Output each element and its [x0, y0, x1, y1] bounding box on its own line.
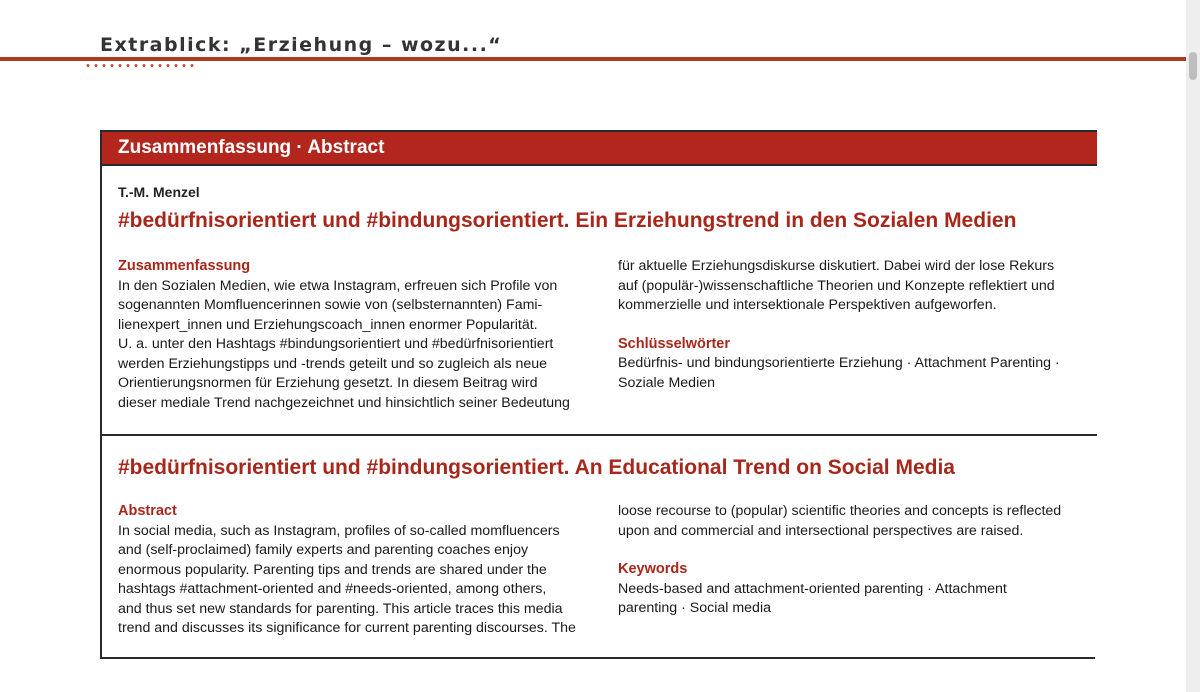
scrollbar-thumb[interactable]	[1189, 52, 1197, 80]
german-summary-column-right	[618, 257, 1088, 393]
german-summary-line: lienexpert_innen und Erziehungscoach_innen enormer Popularität.	[118, 316, 538, 333]
author: T.-M. Menzel	[118, 184, 200, 200]
english-abstract-line: and (self-proclaimed) family experts and parenting coaches enjoy	[118, 542, 529, 558]
section-title: Extrablick: „Erziehung – wozu...“	[100, 34, 503, 56]
english-title: #bedürfnisorientiert und #bindungsorientiert. An Educational Trend on Social Media	[118, 456, 955, 479]
german-summary-line: U. a. unter den Hashtags #bindungsorientiert und #bedürfnisorientiert	[118, 336, 554, 352]
header-dotted-rule	[84, 64, 196, 67]
english-abstract-heading: Abstract	[118, 503, 177, 519]
abstract-box-header-label: Zusammenfassung · Abstract	[118, 137, 385, 158]
english-abstract-line: upon and commercial and intersectional perspectives are raised.	[618, 522, 1024, 539]
german-summary-column-left	[118, 257, 598, 413]
english-abstract-line: and thus set new standards for parenting. This article traces this media	[118, 600, 563, 617]
german-summary-line: sogenannten Momfluencerinnen sowie von (selbsternannten) Fami-	[118, 297, 543, 313]
english-abstract-line: In social media, such as Instagram, profiles of so-called momfluencers	[118, 522, 560, 539]
english-abstract-line: loose recourse to (popular) scientific theories and concepts is reflected	[618, 503, 1062, 519]
english-abstract-column-left	[118, 502, 598, 639]
english-abstract-column-right	[618, 502, 1088, 619]
german-title: #bedürfnisorientiert und #bindungsorientiert. Ein Erziehungstrend in den Sozialen Medien	[118, 209, 1017, 232]
english-keywords-heading: Keywords	[618, 561, 688, 577]
scrollbar[interactable]	[1186, 0, 1200, 692]
header-rule	[0, 57, 1200, 61]
german-summary-line: Orientierungsnormen für Erziehung gesetzt. In diesem Beitrag wird	[118, 375, 538, 391]
abstract-box	[100, 130, 1095, 659]
english-keywords-line: Needs-based and attachment-oriented parenting · Attachment	[618, 580, 1007, 597]
german-keywords-line: Bedürfnis- und bindungsorientierte Erziehung · Attachment Parenting ·	[618, 355, 1060, 371]
english-abstract-line: hashtags #attachment-oriented and #needs-oriented, among others,	[118, 581, 547, 597]
german-summary-line: werden Erziehungstipps und -trends geteilt und so zugleich als neue	[118, 355, 548, 372]
abstract-box-header	[102, 130, 1097, 166]
german-summary-line: In den Sozialen Medien, wie etwa Instagram, erfreuen sich Profile von	[118, 277, 558, 294]
german-summary-line: dieser mediale Trend nachgezeichnet und hinsichtlich seiner Bedeutung	[118, 394, 570, 411]
section-divider	[102, 434, 1097, 436]
german-keywords-heading: Schlüsselwörter	[618, 335, 731, 352]
german-summary-line: für aktuelle Erziehungsdiskurse diskutiert. Dabei wird der lose Rekurs	[618, 258, 1055, 274]
german-keywords-line: Soziale Medien	[618, 374, 716, 391]
english-keywords-line: parenting · Social media	[618, 600, 771, 616]
german-summary-line: kommerzielle und intersektionale Perspektiven aufgeworfen.	[618, 297, 997, 313]
german-summary-heading: Zusammenfassung	[118, 258, 251, 274]
page-header	[0, 0, 1200, 70]
english-abstract-line: trend and discusses its significance for current parenting discourses. The	[118, 620, 576, 636]
english-abstract-line: enormous popularity. Parenting tips and trends are shared under the	[118, 561, 547, 578]
german-summary-line: auf (populär-)wissenschaftliche Theorien und Konzepte reflektiert und	[618, 277, 1055, 294]
